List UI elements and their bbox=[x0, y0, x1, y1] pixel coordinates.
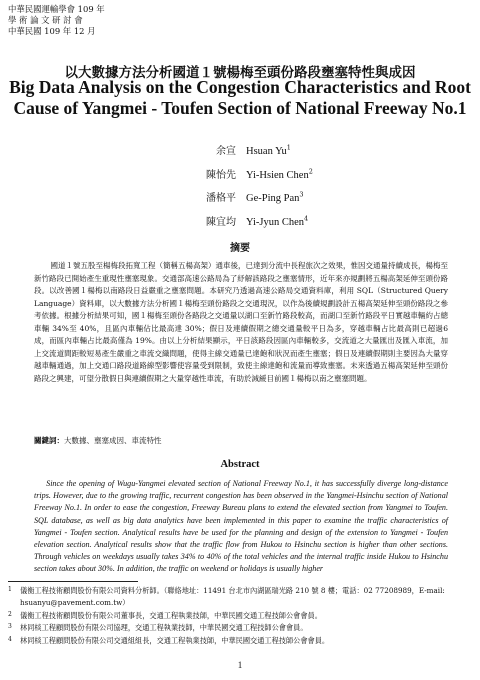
footnote-3 bbox=[8, 622, 460, 634]
keywords bbox=[34, 435, 162, 446]
header-line-1: 中華民國運輸學會 109 年 bbox=[8, 4, 105, 14]
title-chinese: 以大數據方法分析國道１號楊梅至頭份路段壅塞特性與成因 bbox=[64, 65, 416, 81]
author-name-en: Ge-Ping Pan bbox=[246, 193, 300, 204]
footnote-4 bbox=[8, 635, 460, 647]
footnote-divider bbox=[8, 581, 138, 582]
author-footnote-mark: 3 bbox=[299, 190, 304, 199]
conference-header bbox=[8, 4, 105, 37]
footnote-number: 2 bbox=[8, 610, 12, 618]
author-name-zh: 潘格平 bbox=[206, 193, 236, 204]
author-name-zh: 余宣 bbox=[216, 146, 236, 157]
author-name-zh: 陳宜均 bbox=[206, 216, 236, 228]
footnote-text: 林同棪工程顧問股份有限公司交通組組長，交通工程執業技師，中華民國交通工程技師公會會員。 bbox=[20, 635, 330, 645]
author-name-en: Hsuan Yu bbox=[246, 146, 287, 157]
author-list bbox=[188, 142, 313, 236]
footnote-1 bbox=[8, 585, 460, 610]
author-4 bbox=[188, 213, 313, 237]
author-footnote-mark: 2 bbox=[308, 167, 313, 176]
author-name-en: Yi-Hsien Chen bbox=[246, 169, 309, 181]
footnote-number: 1 bbox=[8, 586, 12, 593]
author-3 bbox=[188, 189, 313, 213]
abstract-chinese-body: 國道１號五股至楊梅段拓寬工程（簡稱五楊高架）通車後，已達到分流中長程旅次之效果，惟因交通量持續成長，楊梅至新竹路段已開始產生重現性壅塞現象。交通部高速公路局為了紓解該路段之壅塞情形，近年來亦規劃將五楊高架延伸至頭份路段。以改善國１楊梅以南路段日益嚴重之壅塞問題。本研究乃透過高速公路局交通資料庫，利用 SQL（Structured Query Language）資料庫，以大數據方法分析國１楊梅至頭份路段之交通現況，以作為後續規劃設計五楊高架延伸至頭份路段之參考依據。根據分析結果可知，國１楊梅至頭份各路段之交通量以湖口至新竹路段較高，而湖口至新竹路段平日實越車輛約占總車輛 34%至 40%，且區內車輛佔比最高達 30%；假日及連續假期之總交通量較平日為多，穿越車輛占比最高則已超過6成，而區內車輛占比最高僅為 19%。由以上分析結果顯示，平日該路段因區內車輛較多，交流道之大量匯出及匯入車流，加上交流道間距較短易產生嚴重之車流交織問題，使得主線交通量已達飽和狀況而產生壅塞；假日及連續假期則主要因為大量穿越車輛通過，加上交通口路段道路線型影響使容量受到限制，致使主線達飽和流量而導致壅塞。未來透過五楊高架延伸至頭份路段之興建，可望分散假日與連續假期之大量穿越性車流，有助於減緩目前國１楊梅以南之壅塞問題。 bbox=[34, 261, 448, 383]
page-number: 1 bbox=[237, 660, 243, 670]
author-name-zh: 陳怡先 bbox=[206, 169, 236, 181]
footnote-text: 儀衡工程技術顧問股份有限公司董事長，交通工程執業技師，中華民國交通工程技師公會會員。 bbox=[20, 610, 322, 620]
author-name-en: Yi-Jyun Chen bbox=[246, 216, 305, 228]
abstract-chinese-heading: 摘要 bbox=[230, 243, 250, 254]
keywords-label: 關鍵詞： bbox=[34, 436, 64, 445]
author-footnote-mark: 4 bbox=[304, 214, 309, 223]
footnote-number: 4 bbox=[8, 635, 12, 643]
footnotes bbox=[8, 585, 460, 647]
footnote-number: 3 bbox=[8, 623, 12, 631]
header-line-2: 學 術 論 文 研 討 會 bbox=[8, 15, 83, 25]
author-1 bbox=[188, 142, 313, 166]
footnote-text: 林同棪工程顧問股份有限公司協理，交通工程執業技師，中華民國交通工程技師公會會員。 bbox=[20, 623, 308, 633]
keywords-text: 大數據、壅塞成因、車流特性 bbox=[64, 436, 162, 445]
header-line-3: 中華民國 109 年 12 月 bbox=[8, 26, 96, 36]
abstract-english-body: Since the opening of Wugu-Yangmei elevated section of National Freeway No.1, it has successfully diverge long-distance trips. However, due to the growing traffic, recurrent congestion has been observed in the Yangmei-Hsinchu section of National Freeway No.1. In order to ease the congestion, Freeway Bureau plans to extend the elevated section from Yangmei to Toufen. SQL database, as well as big data analytics have been implemented in this paper to examine the traffic characteristics of Yangmei - Toufen section. Analytical results have be used for the planning and design of the extension to Yangmei - Toufen elevation section. Analytical results show that the traffic flow from Hukou to Hsinchu section is higher than other sections. Through vehicles on weekdays usually takes 34% to 40% of the total vehicles and the internal traffic inside Hukou to Hsinchu section takes about 30%. In addition, the traffic on weekend or holidays is usually higher bbox=[34, 479, 448, 574]
author-footnote-mark: 1 bbox=[286, 143, 291, 152]
title-english: Big Data Analysis on the Congestion Characteristics and Root Cause of Yangmei - Toufen Section of National Freeway No.1 bbox=[9, 77, 471, 118]
footnote-text: 儀衡工程技術顧問股份有限公司資料分析師。（聯絡地址：11491 台北市內湖區瑞光路 210 號 8 樓；電話：02 77208989，E-mail: hsuanyu@pavement.com.tw） bbox=[20, 586, 445, 608]
author-2 bbox=[188, 166, 313, 190]
abstract-english-heading: Abstract bbox=[220, 459, 260, 470]
footnote-2 bbox=[8, 610, 460, 622]
